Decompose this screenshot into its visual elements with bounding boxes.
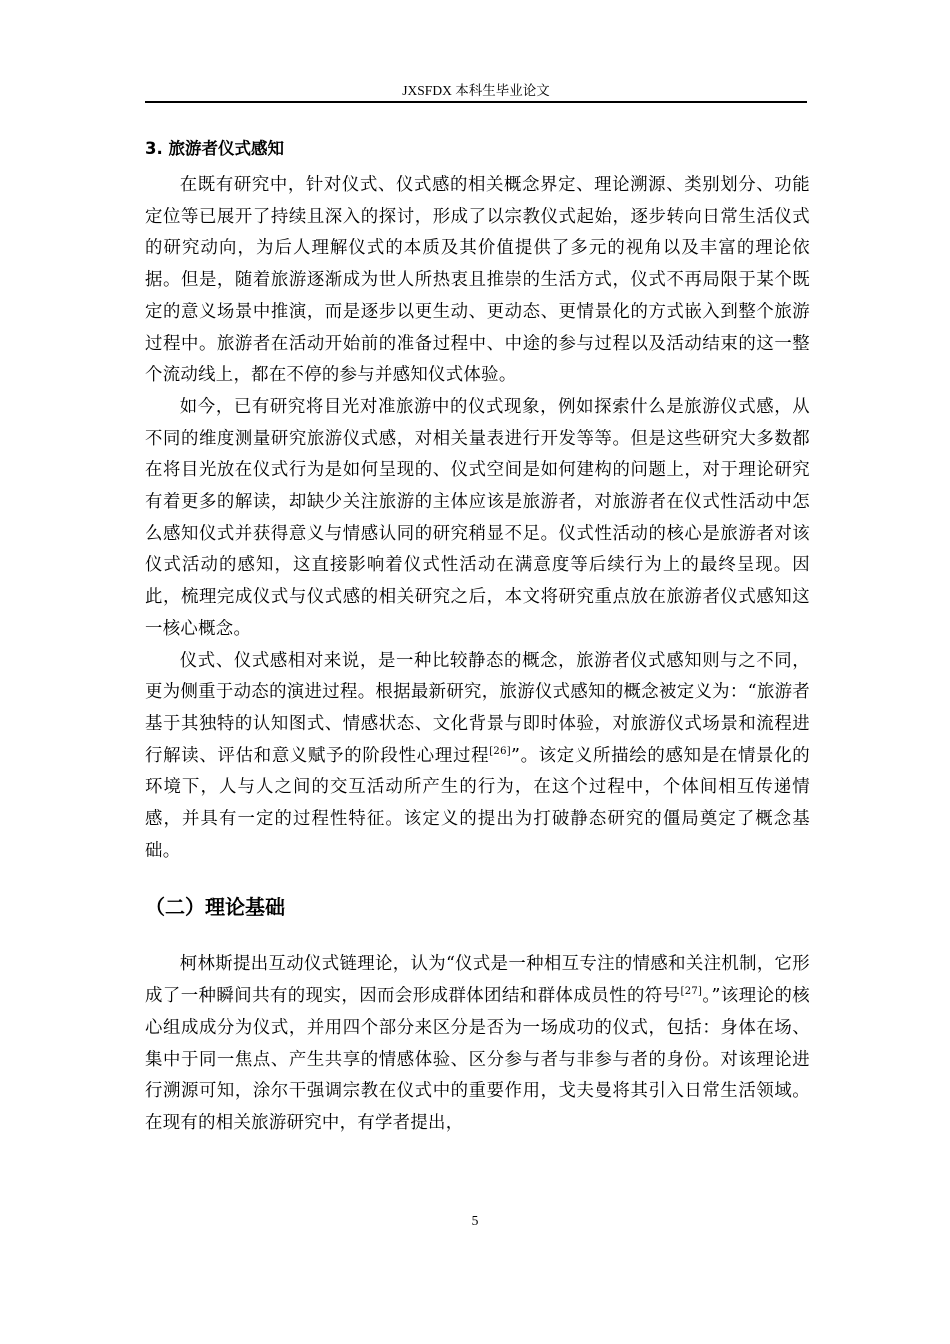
section-heading-theory: （二）理论基础 — [145, 895, 285, 920]
running-header: JXSFDX 本科生毕业论文 — [402, 83, 550, 98]
paragraph-3-text-a: 仪式、仪式感相对来说，是一种比较静态的概念，旅游者仪式感知则与之不同，更为侧重于动态的演进过程。根据最新研究，旅游仪式感知的概念被定义为：“旅游者基于其独特的认知图式、情感状态、文化背景与即时体验，对旅游仪式场景和流程进行解读、评估和意义赋予的阶段性心理过程 — [145, 650, 810, 766]
paragraph-4-text-a: 柯林斯提出互动仪式链理论，认为“仪式是一种相互专注的情感和关注机制，它形成了一种瞬间共有的现实，因而会形成群体团结和群体成员性的符号 — [145, 954, 810, 1007]
paragraph-2: 如今，已有研究将目光对准旅游中的仪式现象，例如探索什么是旅游仪式感，从不同的维度测量研究旅游仪式感，对相关量表进行开发等等。但是这些研究大多数都在将目光放在仪式行为是如何呈现的、仪式空间是如何建构的问题上，对于理论研究有着更多的解读，却缺少关注旅游的主体应该是旅游者，对旅游者在仪式性活动中怎么感知仪式并获得意义与情感认同的研究稍显不足。仪式性活动的核心是旅游者对该仪式活动的感知，这直接影响着仪式性活动在满意度等后续行为上的最终呈现。因此，梳理完成仪式与仪式感的相关研究之后，本文将研究重点放在旅游者仪式感知这一核心概念。 — [145, 396, 810, 639]
paragraph-3-text-b: ”。该定义所描绘的感知是在情景化的环境下，人与人之间的交互活动所产生的行为，在这个过程中，个体间相互传递情感，并具有一定的过程性特征。该定义的提出为打破静态研究的僵局奠定了概念基础。 — [145, 745, 811, 861]
page-body — [145, 132, 810, 1140]
paragraph-4 — [145, 949, 810, 1139]
citation-27: [27] — [680, 986, 703, 998]
citation-26: [26] — [489, 745, 511, 757]
header-rule — [145, 101, 807, 103]
section-heading-3: 3. 旅游者仪式感知 — [145, 139, 284, 158]
paragraph-4-text-b: 。”该理论的核心组成成分为仪式，并用四个部分来区分是否为一场成功的仪式，包括：身体在场、集中于同一焦点、产生共享的情感体验、区分参与者与非参与者的身份。对该理论进行溯源可知，涂尔干强调宗教在仪式中的重要作用，戈夫曼将其引入日常生活领域。在现有的相关旅游研究中，有学者提出， — [145, 986, 810, 1133]
paragraph-3 — [145, 646, 810, 868]
page-number: 5 — [471, 1213, 479, 1228]
paragraph-1: 在既有研究中，针对仪式、仪式感的相关概念界定、理论溯源、类别划分、功能定位等已展开了持续且深入的探讨，形成了以宗教仪式起始，逐步转向日常生活仪式的研究动向，为后人理解仪式的本质及其价值提供了多元的视角以及丰富的理论依据。但是，随着旅游逐渐成为世人所热衷且推崇的生活方式，仪式不再局限于某个既定的意义场景中推演，而是逐步以更生动、更动态、更情景化的方式嵌入到整个旅游过程中。旅游者在活动开始前的准备过程中、中途的参与过程以及活动结束的这一整个流动线上，都在不停的参与并感知仪式体验。 — [145, 175, 810, 386]
